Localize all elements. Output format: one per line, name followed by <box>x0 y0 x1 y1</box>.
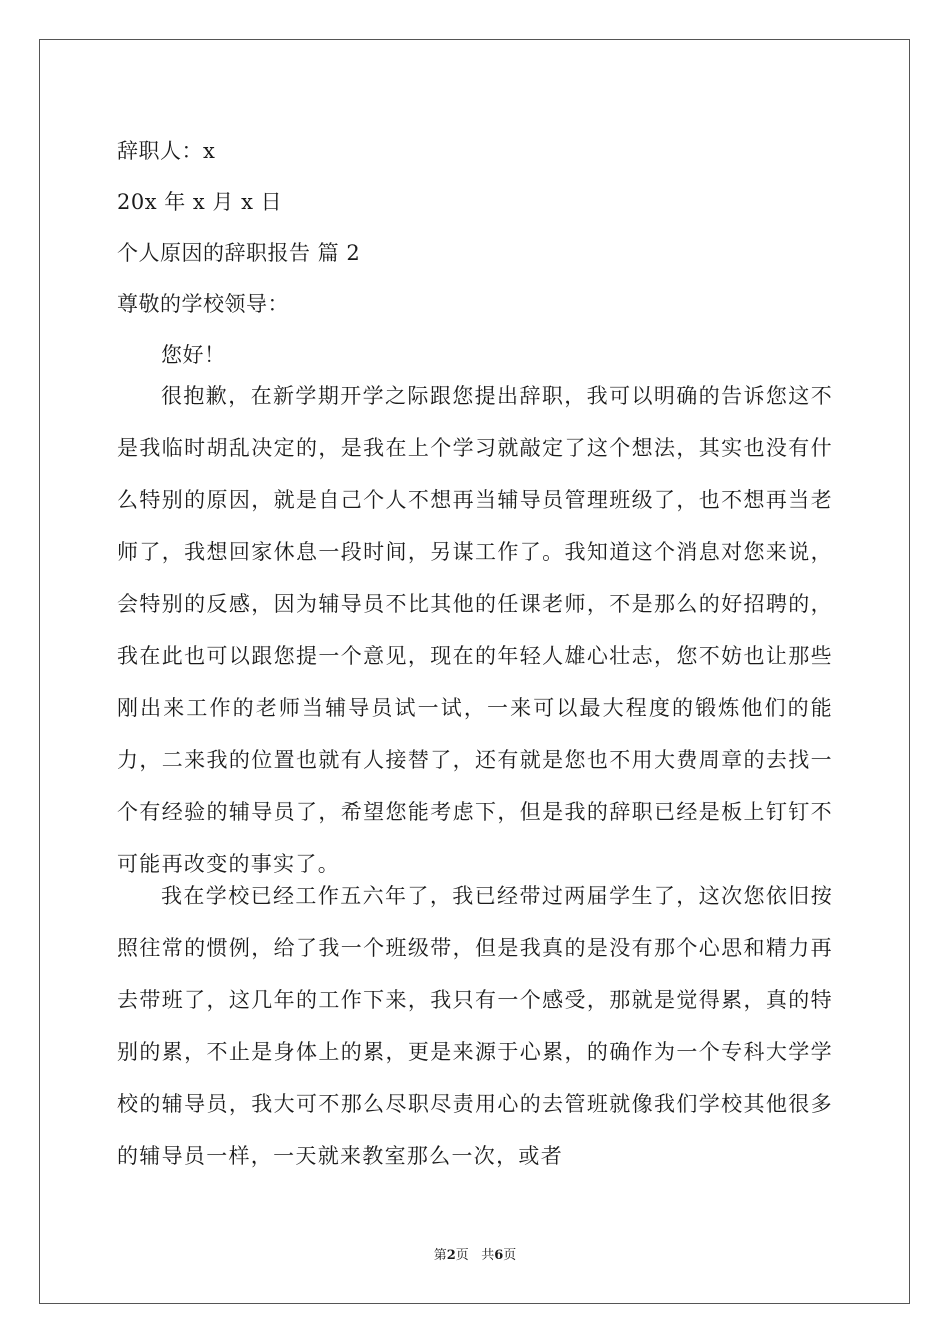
paragraph-1: 很抱歉，在新学期开学之际跟您提出辞职，我可以明确的告诉您这不是我临时胡乱决定的，是我在上个学习就敲定了这个想法，其实也没有什么特别的原因，就是自己个人不想再当辅导员管理班级了，也不想再当老师了，我想回家休息一段时间，另谋工作了。我知道这个消息对您来说，会特别的反感，因为辅导员不比其他的任课老师，不是那么的好招聘的，我在此也可以跟您提一个意见，现在的年轻人雄心壮志，您不妨也让那些刚出来工作的老师当辅导员试一试，一来可以最大程度的锻炼他们的能力，二来我的位置也就有人接替了，还有就是您也不用大费周章的去找一个有经验的辅导员了，希望您能考虑下，但是我的辞职已经是板上钉钉不可能再改变的事实了。 <box>117 384 833 876</box>
page-prefix: 第 <box>433 1248 447 1263</box>
salutation: 尊敬的学校领导： <box>117 292 289 316</box>
total-prefix: 共 <box>481 1248 495 1263</box>
greeting: 您好！ <box>161 343 226 367</box>
total-suffix: 页 <box>503 1248 517 1263</box>
page-current: 2 <box>446 1248 456 1263</box>
page-total: 6 <box>494 1248 504 1263</box>
page-suffix: 页 <box>455 1248 469 1263</box>
page-footer <box>0 1247 950 1265</box>
paragraph-2: 我在学校已经工作五六年了，我已经带过两届学生了，这次您依旧按照往常的惯例，给了我一个班级带，但是我真的是没有那个心思和精力再去带班了，这几年的工作下来，我只有一个感受，那就是觉得累，真的特别的累，不止是身体上的累，更是来源于心累，的确作为一个专科大学学校的辅导员，我大可不那么尽职尽责用心的去管班就像我们学校其他很多的辅导员一样，一天就来教室那么一次，或者 <box>117 884 833 1168</box>
section-title: 个人原因的辞职报告 篇 2 <box>117 241 361 265</box>
resigner-line: 辞职人：x <box>117 139 216 163</box>
date-line: 20x 年 x 月 x 日 <box>117 190 283 214</box>
